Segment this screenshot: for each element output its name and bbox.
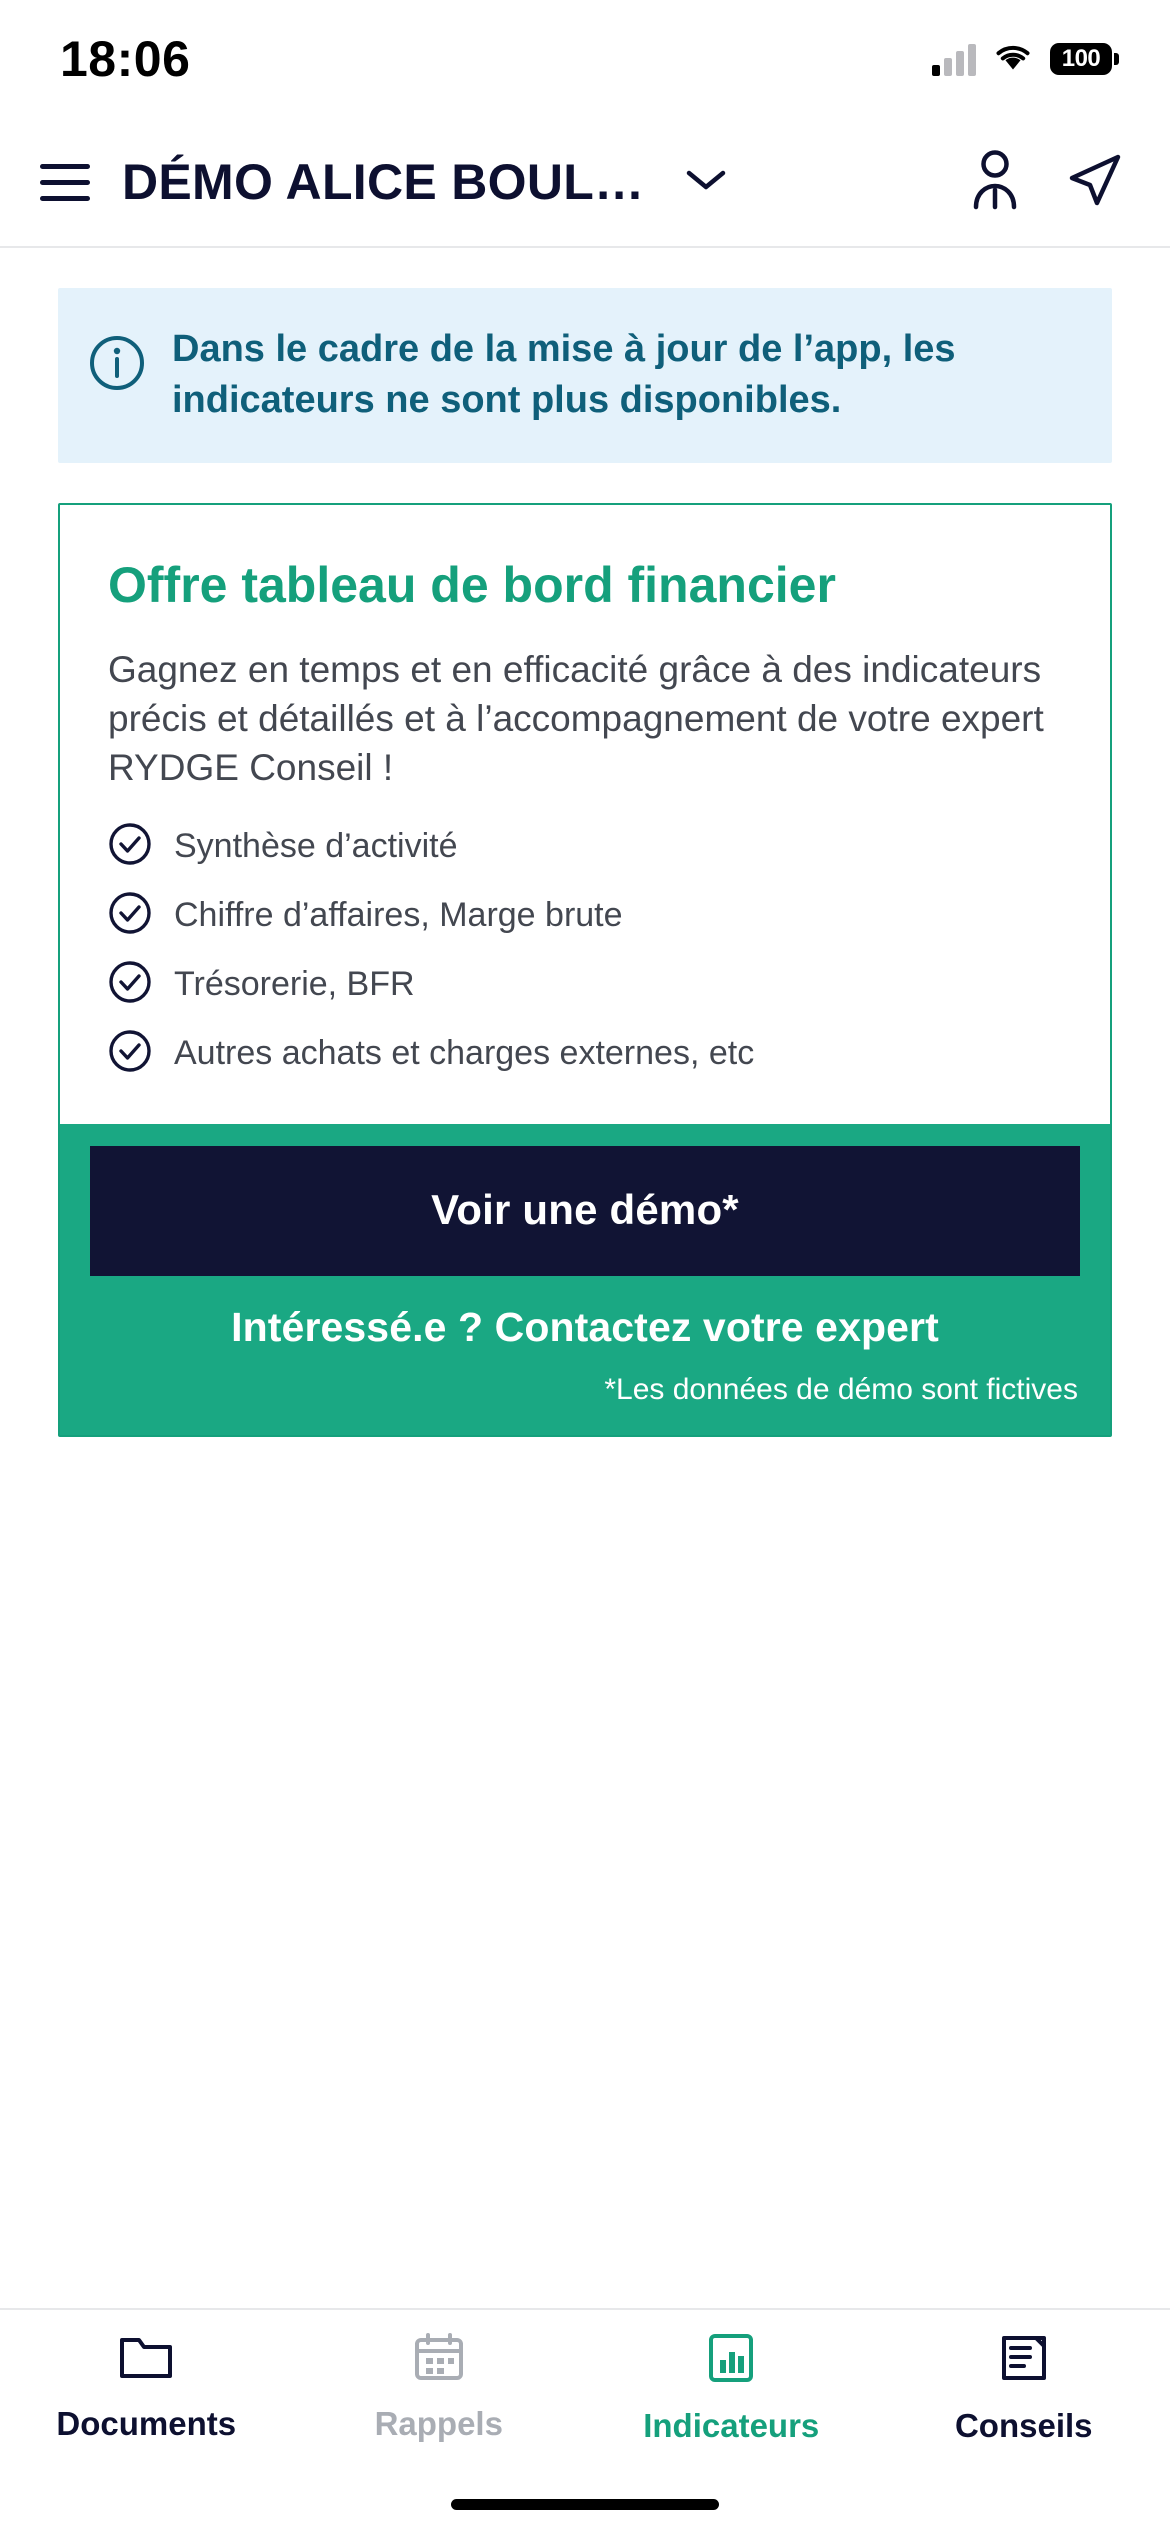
list-item — [108, 822, 1062, 871]
home-indicator[interactable] — [451, 2499, 719, 2510]
offer-title: Offre tableau de bord financier — [108, 557, 836, 614]
user-account-icon[interactable] — [966, 149, 1024, 216]
calendar-icon — [413, 2332, 465, 2387]
battery-level: 100 — [1061, 45, 1101, 72]
advice-note-icon — [998, 2332, 1050, 2389]
tab-documents[interactable] — [0, 2332, 293, 2443]
tab-label: Rappels — [374, 2405, 503, 2442]
feature-label: Chiffre d’affaires, Marge brute — [174, 896, 623, 935]
tab-indicateurs[interactable] — [585, 2332, 878, 2445]
tab-label: Indicateurs — [643, 2407, 820, 2444]
status-bar-indicators — [932, 42, 1112, 77]
offer-card-footer — [60, 1124, 1110, 1435]
tab-conseils[interactable] — [878, 2332, 1170, 2445]
feature-label: Autres achats et charges externes, etc — [174, 1034, 755, 1073]
status-bar — [0, 0, 1170, 118]
folder-icon — [118, 2332, 174, 2387]
list-item — [108, 960, 1062, 1009]
tab-label: Conseils — [954, 2407, 1093, 2444]
feature-label: Synthèse d’activité — [174, 827, 458, 866]
send-paper-plane-icon[interactable] — [1066, 151, 1124, 214]
list-item — [108, 891, 1062, 940]
wifi-icon — [992, 42, 1034, 77]
main-content — [0, 248, 1170, 2308]
app-header — [0, 118, 1170, 248]
bar-chart-icon — [706, 2332, 756, 2389]
chevron-down-icon[interactable] — [674, 156, 738, 209]
view-demo-button[interactable]: Voir une démo* — [90, 1146, 1080, 1276]
page-title: DÉMO ALICE BOUL… — [122, 154, 645, 210]
check-circle-icon — [108, 960, 152, 1009]
check-circle-icon — [108, 822, 152, 871]
check-circle-icon — [108, 1029, 152, 1078]
info-banner — [58, 288, 1112, 463]
tab-rappels[interactable] — [293, 2332, 586, 2443]
status-bar-time: 18:06 — [60, 31, 191, 87]
home-indicator-area — [0, 2476, 1170, 2532]
info-circle-icon — [88, 334, 146, 397]
cellular-signal-icon — [932, 42, 976, 76]
check-circle-icon — [108, 891, 152, 940]
hamburger-menu-icon[interactable] — [34, 151, 96, 213]
tab-label: Documents — [56, 2405, 237, 2442]
bottom-tab-bar — [0, 2308, 1170, 2476]
offer-description: Gagnez en temps et en efficacité grâce à des indicateurs précis et détaillés et à l’accompagnement de votre expert RYDGE Conseil ! — [108, 648, 1044, 788]
battery-icon — [1050, 43, 1112, 75]
offer-card — [58, 503, 1112, 1437]
list-item — [108, 1029, 1062, 1078]
info-banner-text: Dans le cadre de la mise à jour de l’app, les indicateurs ne sont plus disponibles. — [172, 328, 956, 421]
header-actions — [966, 149, 1124, 216]
contact-expert-text[interactable]: Intéressé.e ? Contactez votre expert — [231, 1304, 939, 1351]
offer-card-body — [60, 505, 1110, 1124]
feature-label: Trésorerie, BFR — [174, 965, 415, 1004]
offer-feature-list — [108, 822, 1062, 1078]
demo-fineprint: *Les données de démo sont fictives — [604, 1373, 1078, 1407]
